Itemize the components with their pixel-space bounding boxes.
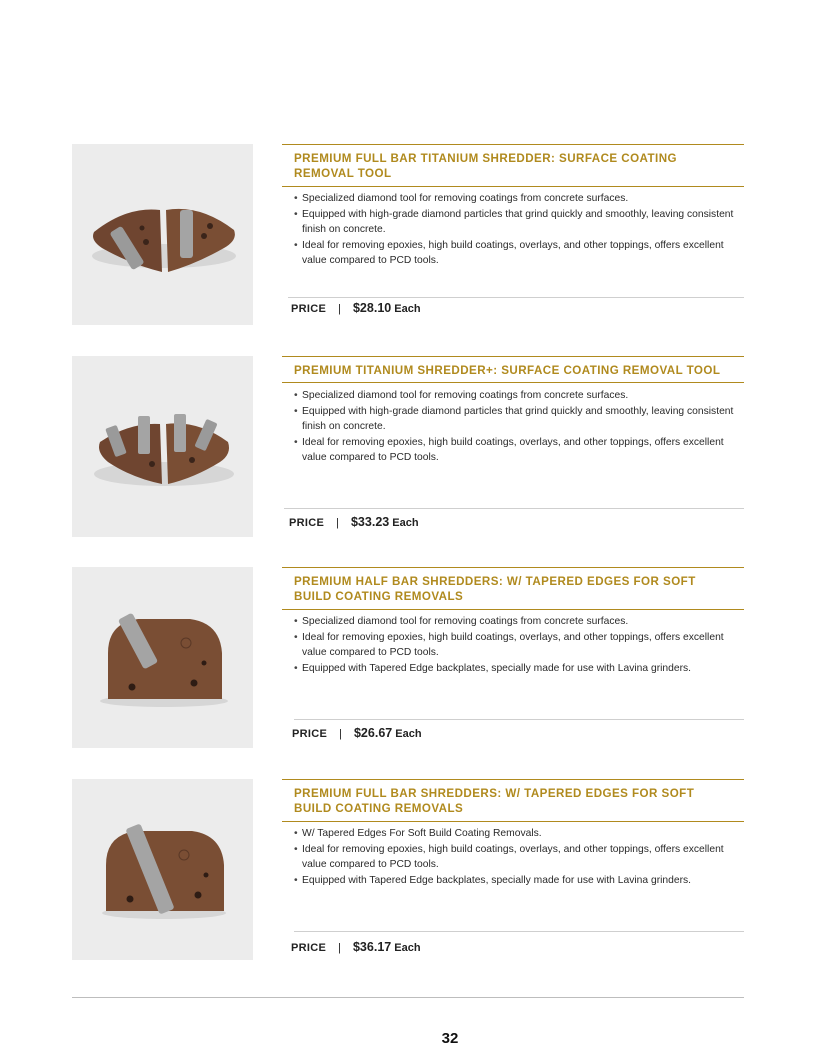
product-image xyxy=(72,356,253,537)
product-image xyxy=(72,779,253,960)
product-info xyxy=(282,779,744,960)
feature-list xyxy=(294,614,738,676)
product-title: PREMIUM TITANIUM SHREDDER+: SURFACE COATING REMOVAL TOOL xyxy=(294,364,721,377)
product-info xyxy=(282,567,744,748)
price-label: PRICE xyxy=(292,728,328,740)
product-image xyxy=(72,144,253,325)
price-amount: $26.67 xyxy=(353,726,393,740)
feature-item: • Ideal for removing epoxies, high build coatings, overlays, and other toppings, offers excellent value compared to PCD tools. xyxy=(294,630,738,661)
product-card-1 xyxy=(72,144,744,325)
price-separator: | xyxy=(339,728,342,740)
product-image xyxy=(72,567,253,748)
feature-item: • Ideal for removing epoxies, high build coatings, overlays, and other toppings, offers excellent value compared to PCD tools. xyxy=(294,238,738,269)
feature-list xyxy=(294,826,738,888)
feature-list xyxy=(294,388,738,466)
tool-illustration xyxy=(72,779,253,960)
feature-item: • Equipped with high-grade diamond particles that grind quickly and smoothly, leaving consistent finish on concrete. xyxy=(294,404,738,435)
product-info xyxy=(282,356,744,537)
feature-item: • Equipped with high-grade diamond particles that grind quickly and smoothly, leaving consistent finish on concrete. xyxy=(294,207,738,238)
price-amount: $33.23 xyxy=(350,515,390,529)
feature-item: • Specialized diamond tool for removing coatings from concrete surfaces. xyxy=(294,191,738,207)
price-label: PRICE xyxy=(289,517,325,529)
price-row xyxy=(289,515,419,530)
product-card-3 xyxy=(72,567,744,748)
product-title-box xyxy=(282,567,744,610)
product-title: PREMIUM HALF BAR SHREDDERS: W/ TAPERED EDGES FOR SOFT BUILD COATING REMOVALS xyxy=(294,575,696,603)
footer-divider xyxy=(72,997,744,998)
price-label: PRICE xyxy=(291,303,327,315)
product-title-box xyxy=(282,779,744,822)
price-separator: | xyxy=(338,303,341,315)
price-separator: | xyxy=(336,517,339,529)
tool-illustration xyxy=(72,144,253,325)
price-unit: Each xyxy=(394,942,421,954)
feature-item: • Equipped with Tapered Edge backplates, specially made for use with Lavina grinders. xyxy=(294,661,738,677)
product-info xyxy=(282,144,744,325)
feature-list xyxy=(294,191,738,269)
product-title-box xyxy=(282,356,744,383)
price-row xyxy=(291,940,421,955)
product-card-2 xyxy=(72,356,744,537)
feature-item: • Equipped with Tapered Edge backplates, specially made for use with Lavina grinders. xyxy=(294,873,738,889)
tool-illustration xyxy=(72,356,253,537)
price-divider xyxy=(294,931,744,932)
price-row xyxy=(292,726,422,741)
price-separator: | xyxy=(338,942,341,954)
product-title: PREMIUM FULL BAR SHREDDERS: W/ TAPERED EDGES FOR SOFT BUILD COATING REMOVALS xyxy=(294,787,695,815)
product-card-4 xyxy=(72,779,744,960)
price-divider xyxy=(284,508,744,509)
price-amount: $36.17 xyxy=(352,940,392,954)
feature-item: • Ideal for removing epoxies, high build coatings, overlays, and other toppings, offers excellent value compared to PCD tools. xyxy=(294,842,738,873)
price-label: PRICE xyxy=(291,942,327,954)
price-divider xyxy=(294,719,744,720)
price-unit: Each xyxy=(394,303,421,315)
tool-illustration xyxy=(72,567,253,748)
feature-item: • Ideal for removing epoxies, high build coatings, overlays, and other toppings, offers excellent value compared to PCD tools. xyxy=(294,435,738,466)
feature-item: • Specialized diamond tool for removing coatings from concrete surfaces. xyxy=(294,614,738,630)
feature-item: • W/ Tapered Edges For Soft Build Coating Removals. xyxy=(294,826,738,842)
price-row xyxy=(291,301,421,316)
price-unit: Each xyxy=(392,517,419,529)
price-unit: Each xyxy=(395,728,422,740)
product-title: PREMIUM FULL BAR TITANIUM SHREDDER: SURFACE COATING REMOVAL TOOL xyxy=(294,152,677,180)
product-title-box xyxy=(282,144,744,187)
feature-item: • Specialized diamond tool for removing coatings from concrete surfaces. xyxy=(294,388,738,404)
page-number: 32 xyxy=(441,1030,459,1047)
price-amount: $28.10 xyxy=(352,301,392,315)
price-divider xyxy=(288,297,744,298)
